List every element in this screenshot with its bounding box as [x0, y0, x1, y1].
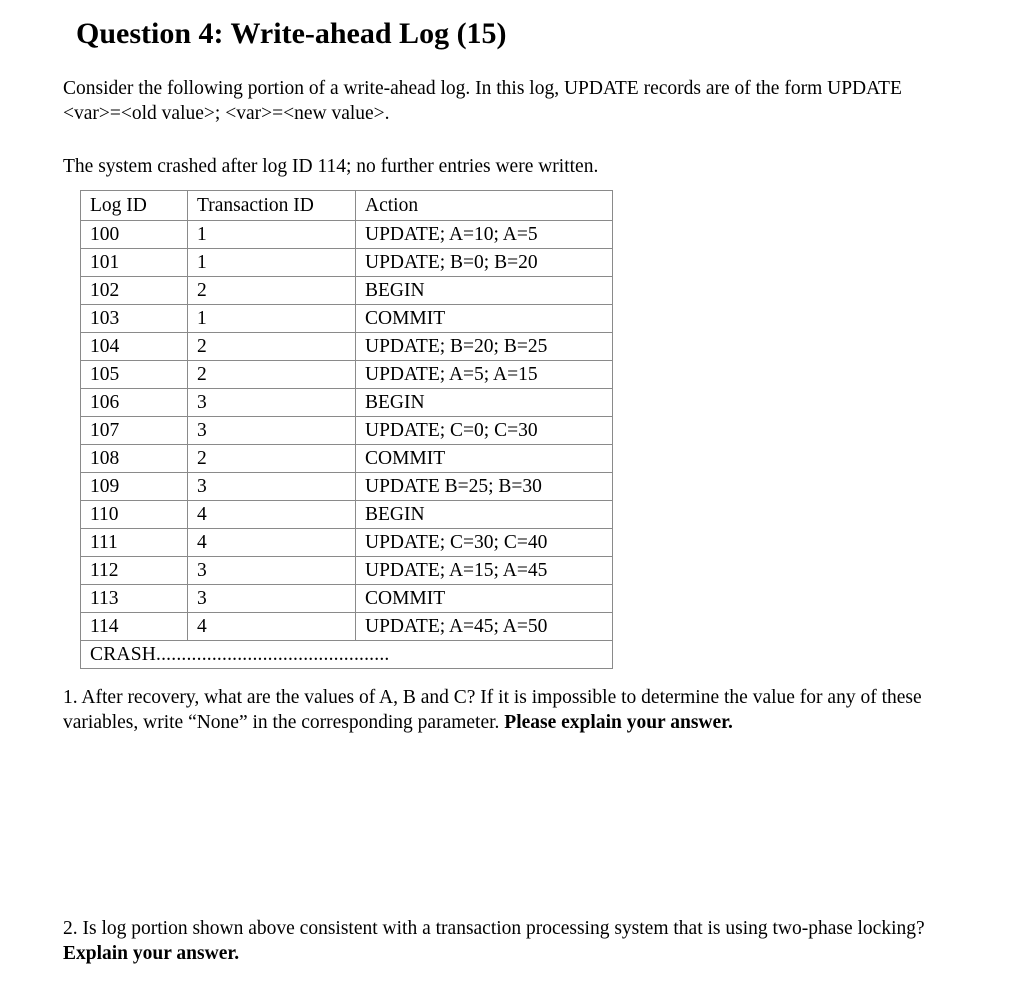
transaction-id-cell: 3	[188, 417, 356, 445]
transaction-id-cell: 1	[188, 249, 356, 277]
transaction-id-cell: 2	[188, 333, 356, 361]
table-row	[81, 333, 613, 361]
action-cell: UPDATE; A=15; A=45	[356, 557, 613, 585]
action-cell: UPDATE; B=20; B=25	[356, 333, 613, 361]
table-row	[81, 585, 613, 613]
table-row	[81, 445, 613, 473]
action-cell: UPDATE; A=5; A=15	[356, 361, 613, 389]
table-row	[81, 613, 613, 641]
table-row	[81, 473, 613, 501]
log-id-cell: 106	[81, 389, 188, 417]
table-row	[81, 305, 613, 333]
action-cell: UPDATE; A=10; A=5	[356, 221, 613, 249]
table-row	[81, 529, 613, 557]
crash-row	[81, 641, 613, 669]
table-header-row	[81, 191, 613, 221]
log-id-cell: 112	[81, 557, 188, 585]
question-1-emphasis: Please explain your answer.	[504, 712, 733, 733]
table-row	[81, 501, 613, 529]
log-id-cell: 108	[81, 445, 188, 473]
log-id-cell: 102	[81, 277, 188, 305]
transaction-id-cell: 1	[188, 221, 356, 249]
transaction-id-cell: 3	[188, 473, 356, 501]
table-row	[81, 389, 613, 417]
table-row	[81, 221, 613, 249]
action-cell: COMMIT	[356, 445, 613, 473]
transaction-id-cell: 3	[188, 585, 356, 613]
log-id-cell: 113	[81, 585, 188, 613]
transaction-id-cell: 2	[188, 277, 356, 305]
crash-cell: CRASH..............................................	[81, 641, 613, 669]
header-action: Action	[356, 191, 613, 221]
header-transaction-id: Transaction ID	[188, 191, 356, 221]
log-id-cell: 107	[81, 417, 188, 445]
question-1-text: 1. After recovery, what are the values of A, B and C? If it is impossible to determine the value for any of these variables, write “None” in the corresponding parameter.	[63, 687, 922, 733]
log-id-cell: 104	[81, 333, 188, 361]
table-body	[81, 221, 613, 669]
crash-note: The system crashed after log ID 114; no further entries were written.	[63, 156, 599, 177]
action-cell: UPDATE; C=30; C=40	[356, 529, 613, 557]
table-row	[81, 361, 613, 389]
transaction-id-cell: 2	[188, 361, 356, 389]
action-cell: UPDATE; A=45; A=50	[356, 613, 613, 641]
write-ahead-log-table	[80, 190, 613, 669]
question-1	[63, 685, 963, 735]
transaction-id-cell: 4	[188, 529, 356, 557]
log-id-cell: 111	[81, 529, 188, 557]
action-cell: UPDATE; B=0; B=20	[356, 249, 613, 277]
table-row	[81, 417, 613, 445]
action-cell: COMMIT	[356, 305, 613, 333]
table-row	[81, 277, 613, 305]
action-cell: COMMIT	[356, 585, 613, 613]
question-2-text: 2. Is log portion shown above consistent with a transaction processing system that is using two-phase locking?	[63, 918, 925, 939]
action-cell: BEGIN	[356, 501, 613, 529]
action-cell: BEGIN	[356, 277, 613, 305]
log-id-cell: 101	[81, 249, 188, 277]
page-title: Question 4: Write-ahead Log (15)	[76, 17, 507, 50]
action-cell: UPDATE; C=0; C=30	[356, 417, 613, 445]
log-id-cell: 114	[81, 613, 188, 641]
action-cell: BEGIN	[356, 389, 613, 417]
intro-paragraph: Consider the following portion of a write-ahead log. In this log, UPDATE records are of the form UPDATE <var>=<old value>; <var>=<new value>.	[63, 78, 902, 124]
transaction-id-cell: 4	[188, 501, 356, 529]
transaction-id-cell: 3	[188, 557, 356, 585]
transaction-id-cell: 2	[188, 445, 356, 473]
transaction-id-cell: 1	[188, 305, 356, 333]
transaction-id-cell: 3	[188, 389, 356, 417]
question-2	[63, 916, 963, 966]
question-2-emphasis: Explain your answer.	[63, 943, 240, 964]
log-id-cell: 109	[81, 473, 188, 501]
transaction-id-cell: 4	[188, 613, 356, 641]
log-id-cell: 110	[81, 501, 188, 529]
log-id-cell: 103	[81, 305, 188, 333]
table-row	[81, 557, 613, 585]
log-id-cell: 100	[81, 221, 188, 249]
header-log-id: Log ID	[81, 191, 188, 221]
log-id-cell: 105	[81, 361, 188, 389]
action-cell: UPDATE B=25; B=30	[356, 473, 613, 501]
table-row	[81, 249, 613, 277]
